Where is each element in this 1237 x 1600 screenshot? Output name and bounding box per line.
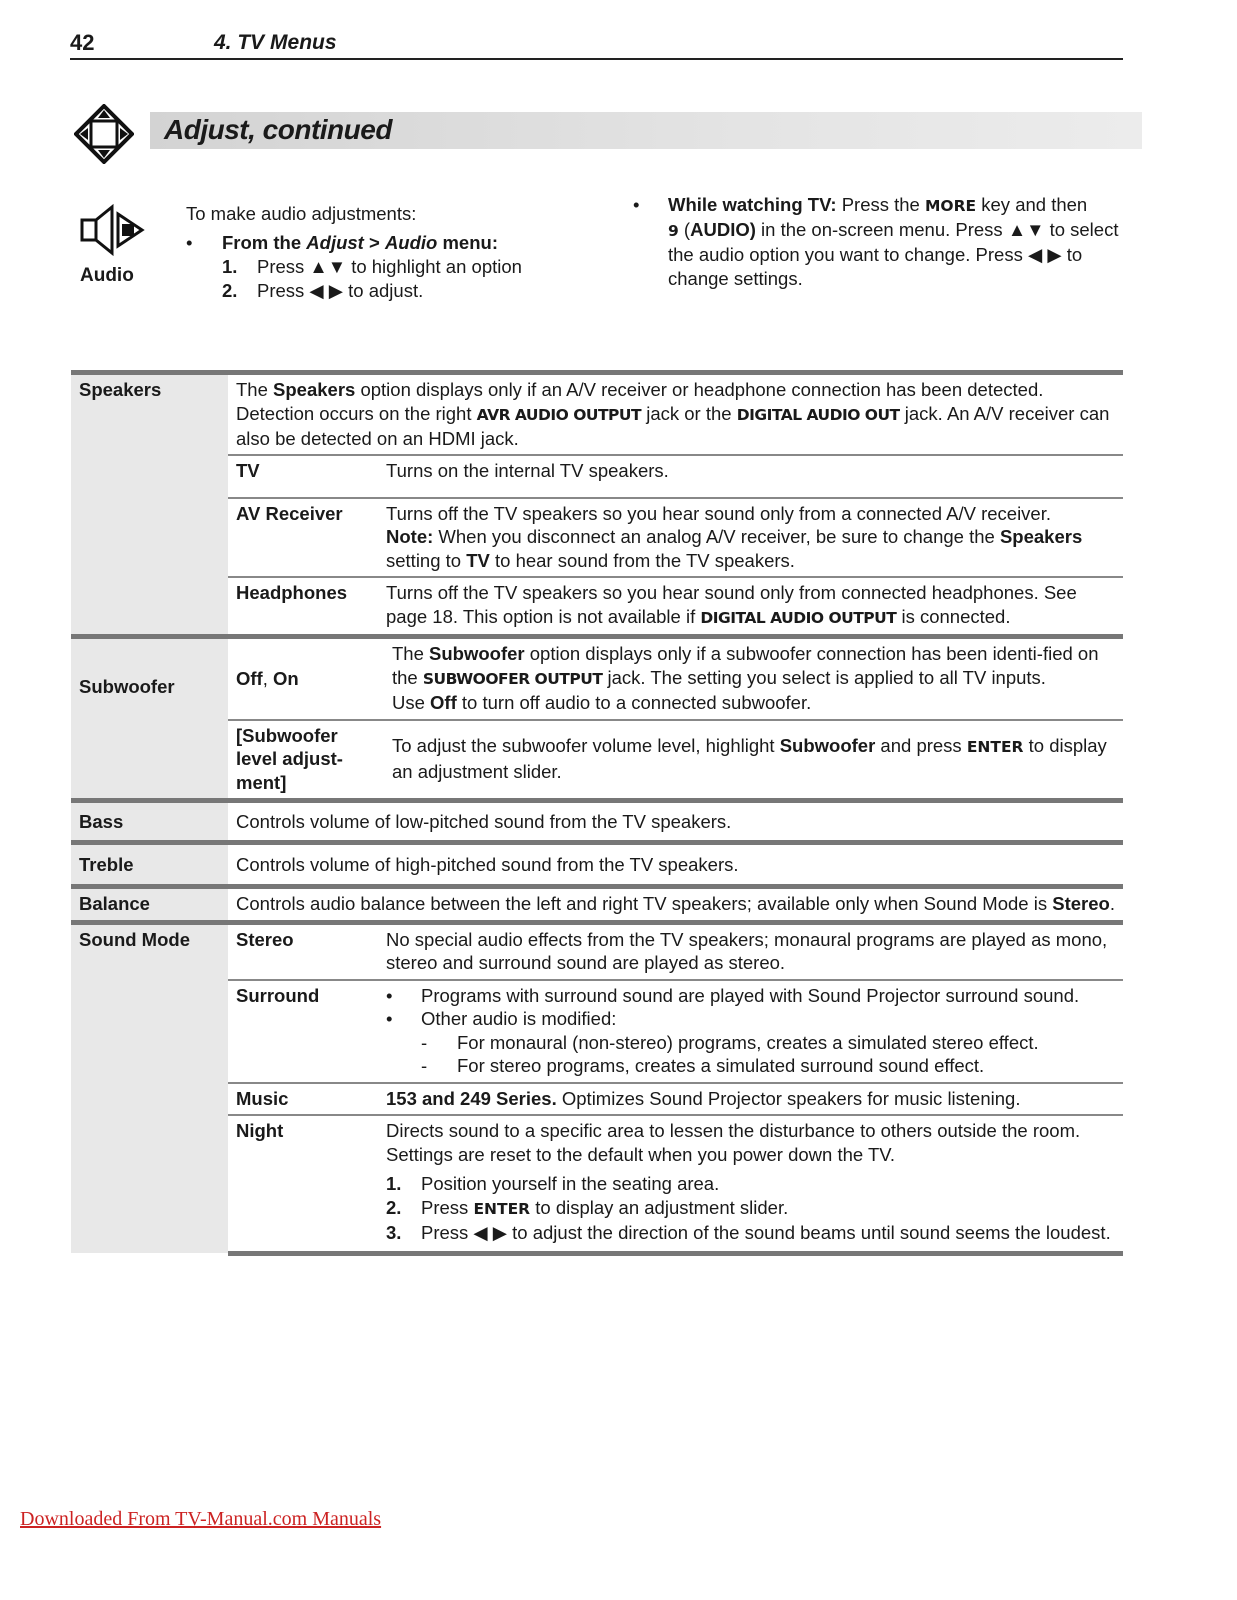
option-desc: Directs sound to a specific area to lessen the disturbance to others outside the room. Settings are reset to the default when you power down the TV. 1. Position yourself in the seating area. 2. Press ENTER to display an adjustment slider. 3. Press ◀ ▶ to adjust the direction of the sound beams until sound seems the loudest. xyxy=(378,1115,1123,1253)
table-row xyxy=(71,720,1123,801)
watching-text: Press the xyxy=(836,194,925,215)
footer-download-link[interactable]: Downloaded From TV-Manual.com Manuals xyxy=(20,1508,382,1530)
audio-settings-table xyxy=(71,370,1123,1256)
option-desc: 153 and 249 Series. Optimizes Sound Projector speakers for music listening. xyxy=(378,1083,1123,1116)
speaker-icon xyxy=(78,202,148,258)
row-desc: Controls volume of low-pitched sound from the TV speakers. xyxy=(228,801,1123,843)
audio-icon-label: Audio xyxy=(80,265,134,286)
option-desc: Turns on the internal TV speakers. xyxy=(378,455,1123,498)
row-desc: Controls volume of high-pitched sound from the TV speakers. xyxy=(228,842,1123,887)
option-label: Music xyxy=(228,1083,378,1116)
option-label: Headphones xyxy=(228,577,378,637)
table-row xyxy=(71,373,1123,455)
row-label: Speakers xyxy=(71,373,228,637)
watching-text: in the on-screen menu. Press ▲▼ to select the audio option you want to change. Press ◀ ▶ to change settings. xyxy=(668,219,1119,289)
table-row xyxy=(71,455,1123,498)
nine-key: 9 xyxy=(668,222,679,240)
row-label: Subwoofer xyxy=(71,637,228,801)
option-label: AV Receiver xyxy=(228,498,378,578)
from-suffix: menu: xyxy=(437,232,498,253)
header-rule xyxy=(70,58,1123,60)
audio-key-label: AUDIO) xyxy=(690,219,756,240)
table-row xyxy=(71,1083,1123,1116)
intro-steps xyxy=(222,255,606,303)
table-row xyxy=(71,577,1123,637)
table-row xyxy=(71,498,1123,578)
option-desc: No special audio effects from the TV speakers; monaural programs are played as mono, stereo and surround sound are played as stereo. xyxy=(378,922,1123,980)
step-text: Press ▲▼ to highlight an option xyxy=(257,256,522,277)
option-desc: Turns off the TV speakers so you hear sound only from a connected A/V receiver. Note: When you disconnect an analog A/V receiver, be sure to change the Speakers setting to TV to hear sound from the TV speakers. xyxy=(378,498,1123,578)
option-label: Surround xyxy=(228,980,378,1083)
intro-lead: To make audio adjustments: xyxy=(186,203,417,224)
option-desc: Turns off the TV speakers so you hear sound only from connected headphones. See page 18. This option is not available if DIGITAL AUDIO OUTPUT is connected. xyxy=(378,577,1123,637)
section-title: Adjust, continued xyxy=(164,114,392,145)
table-row xyxy=(71,842,1123,887)
adjust-menu-name: Adjust xyxy=(306,232,364,253)
row-label: Treble xyxy=(71,842,228,887)
option-label: Night xyxy=(228,1115,378,1253)
more-key: MORE xyxy=(925,197,977,215)
from-prefix: From the xyxy=(222,232,307,253)
menu-separator: > xyxy=(363,232,385,253)
option-label: [Subwoofer level adjust-ment] xyxy=(228,720,378,801)
table-row xyxy=(71,922,1123,980)
watching-text: key and then xyxy=(976,194,1088,215)
watching-tv-instructions: • While watching TV: Press the MORE key and then 9 (AUDIO) in the on-screen menu. Press ▲▼ to select the audio option you want to change. Press ◀ ▶ to change settings. xyxy=(633,194,1119,289)
intro-bullet: • From the Adjust > Audio menu: xyxy=(186,232,498,253)
table-row xyxy=(71,980,1123,1083)
page-number: 42 xyxy=(70,30,95,55)
step-number: 2. xyxy=(222,280,238,301)
option-label: Stereo xyxy=(228,922,378,980)
audio-menu-name: Audio xyxy=(384,232,438,253)
watching-lead: While watching TV: xyxy=(668,194,837,215)
table-row xyxy=(71,1115,1123,1253)
adjust-diamond-icon xyxy=(74,104,134,164)
speakers-desc: The Speakers option displays only if an A/V receiver or headphone connection has been detected. Detection occurs on the right AVR AUDIO OUTPUT jack or the DIGITAL AUDIO OUT jack. An A/V receiver can also be detected on an HDMI jack. xyxy=(228,373,1123,455)
step-text: Press ◀ ▶ to adjust. xyxy=(257,280,424,301)
table-row xyxy=(71,887,1123,923)
option-label: Off, On xyxy=(228,637,378,720)
table-row xyxy=(71,801,1123,843)
intro-instructions xyxy=(186,202,606,303)
row-desc: Controls audio balance between the left and right TV speakers; available only when Sound Mode is Stereo. xyxy=(228,887,1123,923)
row-label: Balance xyxy=(71,887,228,923)
row-label: Bass xyxy=(71,801,228,843)
table-row xyxy=(71,637,1123,720)
option-desc: To adjust the subwoofer volume level, highlight Subwoofer and press ENTER to display an adjustment slider. xyxy=(378,720,1123,801)
option-desc: • Programs with surround sound are played with Sound Projector surround sound. • Other audio is modified: - For monaural (non-stereo) programs, creates a simulated stereo effect. - For stereo programs, creates a simulated surround sound effect. xyxy=(378,980,1123,1083)
option-label: TV xyxy=(228,455,378,498)
watching-text: ( xyxy=(678,219,691,240)
row-label: Sound Mode xyxy=(71,922,228,1253)
step-number: 1. xyxy=(222,256,238,277)
option-desc: The Subwoofer option displays only if a subwoofer connection has been identi-fied on the SUBWOOFER OUTPUT jack. The setting you select is applied to all TV inputs. Use Off to turn off audio to a connected subwoofer. xyxy=(378,637,1123,720)
chapter-title: 4. TV Menus xyxy=(214,31,337,54)
